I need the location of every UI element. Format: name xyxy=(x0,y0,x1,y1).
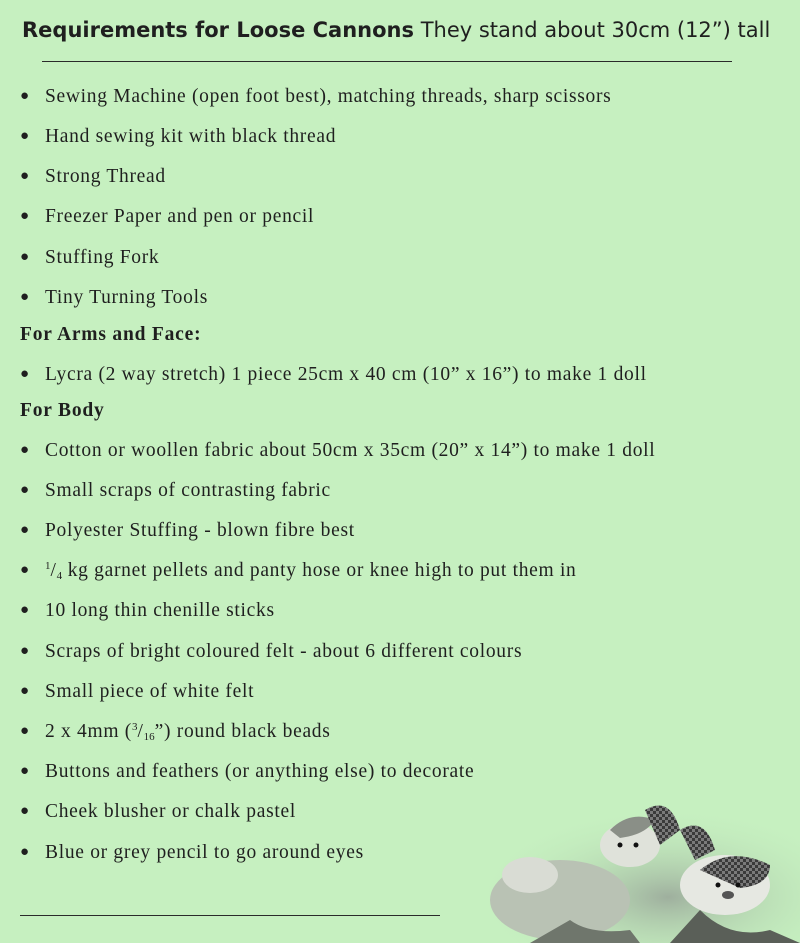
signature-line xyxy=(20,915,440,916)
bullet-icon: ● xyxy=(20,88,30,104)
bullet-icon: ● xyxy=(20,723,30,739)
bullet-icon: ● xyxy=(20,208,30,224)
bullet-icon: ● xyxy=(20,168,30,184)
bullet-icon: ● xyxy=(20,844,30,860)
list-item: ● Blue or grey pencil to go around eyes xyxy=(20,842,364,863)
bullet-icon: ● xyxy=(20,442,30,458)
list-item: ● 10 long thin chenille sticks xyxy=(20,600,275,621)
section-heading-arms-face: For Arms and Face: xyxy=(20,324,202,345)
list-item: ● Cheek blusher or chalk pastel xyxy=(20,801,296,822)
bullet-icon: ● xyxy=(20,763,30,779)
fraction-denominator: 16 xyxy=(143,731,155,743)
fraction-denominator: 4 xyxy=(56,570,63,582)
bullet-icon: ● xyxy=(20,803,30,819)
title-bold: Requirements for Loose Cannons xyxy=(22,18,414,42)
section-heading-body: For Body xyxy=(20,400,105,421)
list-item: ● Hand sewing kit with black thread xyxy=(20,126,337,147)
fraction-numerator: 3 xyxy=(132,721,138,733)
bullet-icon: ● xyxy=(20,482,30,498)
doll-photo-icon xyxy=(470,790,800,943)
list-item: ● Lycra (2 way stretch) 1 piece 25cm x 40 cm (10” x 16”) to make 1 doll xyxy=(20,364,647,385)
list-item: ● Sewing Machine (open foot best), matching threads, sharp scissors xyxy=(20,86,612,107)
bullet-icon: ● xyxy=(20,128,30,144)
list-item: ● Small scraps of contrasting fabric xyxy=(20,480,331,501)
list-item: ● 2 x 4mm $(^3/_{16}”)$ round black beads xyxy=(20,721,331,743)
list-item: ● Small piece of white felt xyxy=(20,681,255,702)
bullet-icon: ● xyxy=(20,249,30,265)
bullet-icon: ● xyxy=(20,562,30,578)
bullet-icon: ● xyxy=(20,522,30,538)
fraction-numerator: 1 xyxy=(45,560,51,572)
bullet-icon: ● xyxy=(20,366,30,382)
list-item: ● Buttons and feathers (or anything else) to decorate xyxy=(20,761,475,782)
bullet-icon: ● xyxy=(20,289,30,305)
list-item: ● Strong Thread xyxy=(20,166,166,187)
title-rule xyxy=(42,61,732,62)
list-item: ● Stuffing Fork xyxy=(20,247,160,268)
title-rest: They stand about 30cm (12”) tall xyxy=(420,18,771,42)
list-item: ● $^1/_4$ kg garnet pellets and panty hose or knee high to put them in xyxy=(20,560,577,582)
list-item: ● Tiny Turning Tools xyxy=(20,287,208,308)
list-item: ● Scraps of bright coloured felt - about 6 different colours xyxy=(20,641,523,662)
bullet-icon: ● xyxy=(20,602,30,618)
list-item: ● Cotton or woollen fabric about 50cm x 35cm (20” x 14”) to make 1 doll xyxy=(20,440,656,461)
list-item: ● Polyester Stuffing - blown fibre best xyxy=(20,520,355,541)
list-item: ● Freezer Paper and pen or pencil xyxy=(20,206,315,227)
bullet-icon: ● xyxy=(20,643,30,659)
page-title xyxy=(22,18,770,42)
bullet-icon: ● xyxy=(20,683,30,699)
